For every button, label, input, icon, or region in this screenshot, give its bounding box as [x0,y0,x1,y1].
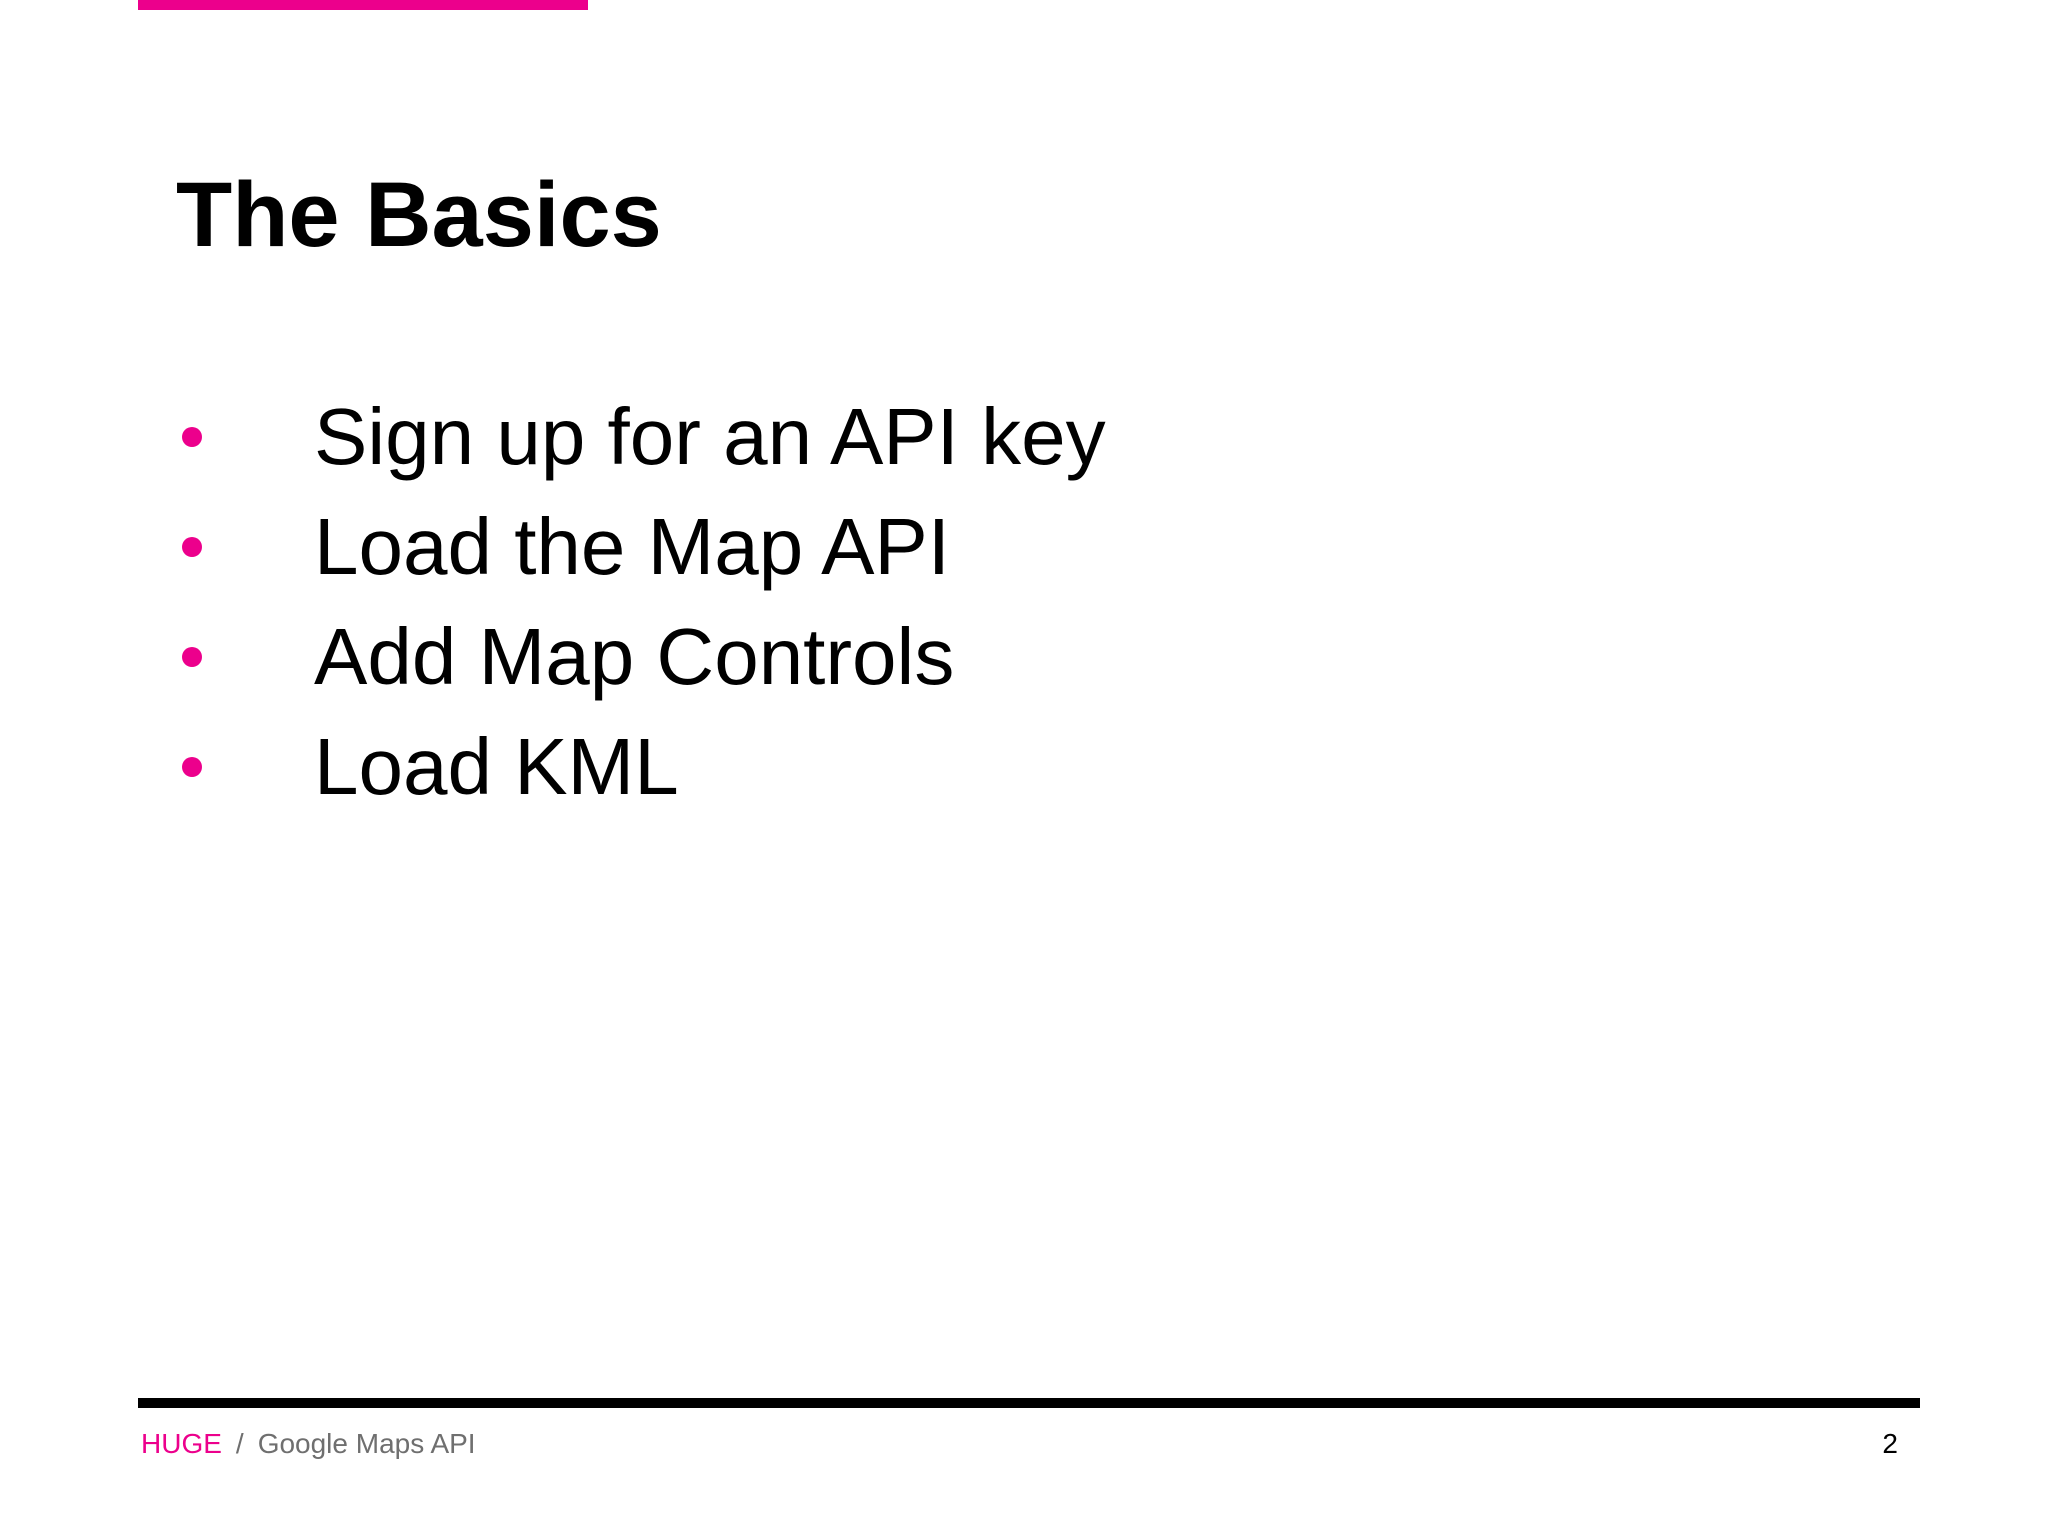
bullet-icon [182,757,202,777]
bullet-list [176,382,1106,822]
list-item [176,492,1106,602]
top-accent-bar [138,0,588,10]
bullet-icon [182,537,202,557]
slide-title: The Basics [176,164,662,266]
footer [141,1424,476,1464]
footer-separator: / [235,1428,244,1459]
footer-divider [138,1398,1920,1408]
page-number: 2 [1882,1428,1898,1459]
bullet-text: Load KML [314,722,679,811]
bullet-icon [182,427,202,447]
bullet-text: Sign up for an API key [314,392,1106,481]
list-item [176,712,1106,822]
bullet-text: Load the Map API [314,502,951,591]
footer-deck-title: Google Maps API [257,1428,476,1459]
footer-brand: HUGE [141,1428,222,1459]
bullet-icon [182,647,202,667]
list-item [176,602,1106,712]
list-item [176,382,1106,492]
bullet-text: Add Map Controls [314,612,955,701]
